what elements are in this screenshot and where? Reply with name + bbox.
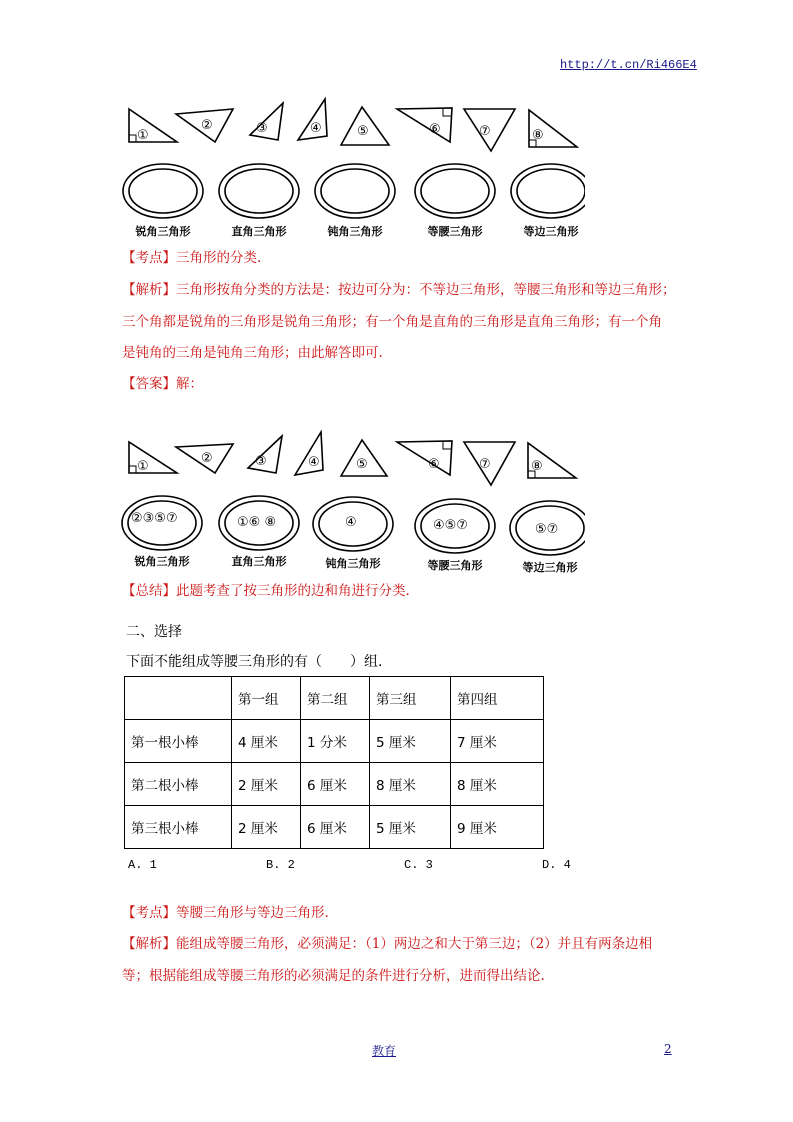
q2-jiexi-line-2: 等；根据能组成等腰三角形的必须满足的条件进行分析，进而得出结论. (122, 968, 545, 984)
triangle-number: ② (201, 451, 213, 466)
q2-kaodian-line: 【考点】等腰三角形与等边三角形. (122, 905, 329, 921)
triangle-number: ① (137, 459, 149, 474)
table-cell: 第一根小棒 (125, 720, 232, 763)
table-cell: 8 厘米 (370, 763, 451, 806)
triangle-number: ③ (256, 121, 268, 136)
table-cell: 5 厘米 (370, 720, 451, 763)
triangle-number: ⑦ (479, 124, 491, 139)
table-cell: 第三组 (370, 677, 451, 720)
answer-right: ①⑥ ⑧ (237, 515, 277, 530)
table-cell: 9 厘米 (451, 806, 544, 849)
triangle-number: ② (201, 118, 213, 133)
triangle-number: ⑥ (429, 122, 441, 137)
choice-d[interactable]: D. 4 (542, 858, 571, 872)
triangle-number: ⑤ (357, 124, 369, 139)
oval-label: 钝角三角形 (325, 557, 381, 570)
triangle-number: ⑧ (532, 128, 544, 143)
answer-isosceles: ④⑤⑦ (433, 518, 468, 533)
answer-acute: ②③⑤⑦ (131, 511, 178, 526)
triangle-number: ⑧ (531, 459, 543, 474)
kaodian-line: 【考点】三角形的分类. (122, 250, 262, 266)
choice-b[interactable]: B. 2 (266, 858, 295, 872)
table-cell: 第二根小棒 (125, 763, 232, 806)
table-cell: 2 厘米 (232, 806, 301, 849)
zongjie-line: 【总结】此题考查了按三角形的边和角进行分类. (122, 583, 410, 599)
table-cell: 6 厘米 (301, 763, 370, 806)
triangle-number: ① (137, 128, 149, 143)
oval-label: 等腰三角形 (427, 225, 483, 238)
table-cell (125, 677, 232, 720)
table-cell: 第四组 (451, 677, 544, 720)
oval-label: 等边三角形 (523, 225, 579, 238)
oval-label: 锐角三角形 (135, 225, 191, 238)
question-stem: 下面不能组成等腰三角形的有（ ）组. (126, 654, 383, 670)
oval-label: 钝角三角形 (327, 225, 383, 238)
daan-line: 【答案】解： (122, 376, 203, 392)
jiexi-line-2: 三个角都是锐角的三角形是锐角三角形；有一个角是直角的三角形是直角三角形；有一个角 (122, 314, 662, 330)
table-cell: 第三根小棒 (125, 806, 232, 849)
table-cell: 6 厘米 (301, 806, 370, 849)
triangle-number: ③ (255, 454, 267, 469)
triangle-number: ⑦ (479, 457, 491, 472)
answer-obtuse: ④ (345, 515, 357, 530)
q2-jiexi-line-1: 【解析】能组成等腰三角形，必须满足：（1）两边之和大于第三边；（2）并且有两条边相 (122, 936, 653, 952)
jiexi-line-3: 是钝角的三角是钝角三角形；由此解答即可. (122, 345, 383, 361)
triangle-number: ⑤ (356, 457, 368, 472)
table-row (125, 806, 544, 849)
table-row (125, 763, 544, 806)
jiexi-line-1: 【解析】三角形按角分类的方法是：按边可分为：不等边三角形，等腰三角形和等边三角形； (122, 282, 676, 298)
triangle-number: ④ (310, 121, 322, 136)
oval-label: 直角三角形 (231, 555, 287, 568)
section-title: 二、选择 (126, 624, 182, 640)
table-cell: 8 厘米 (451, 763, 544, 806)
table-row (125, 720, 544, 763)
table-cell: 4 厘米 (232, 720, 301, 763)
sticks-table (124, 676, 544, 849)
oval-label: 锐角三角形 (134, 555, 190, 568)
table-cell: 1 分米 (301, 720, 370, 763)
table-cell: 2 厘米 (232, 763, 301, 806)
triangle-figure-2 (115, 428, 585, 578)
choice-a[interactable]: A. 1 (128, 858, 157, 872)
triangle-number: ④ (308, 455, 320, 470)
triangle-6 (397, 108, 452, 142)
oval-label: 等边三角形 (522, 561, 578, 574)
table-cell: 7 厘米 (451, 720, 544, 763)
oval-label: 直角三角形 (231, 225, 287, 238)
triangle-figure-1 (115, 95, 585, 245)
table-cell: 5 厘米 (370, 806, 451, 849)
table-cell: 第一组 (232, 677, 301, 720)
header-url-link[interactable]: http://t.cn/Ri466E4 (560, 58, 697, 72)
footer-link[interactable]: 教育 (372, 1044, 397, 1058)
oval-label: 等腰三角形 (427, 559, 483, 572)
triangle-number: ⑥ (428, 457, 440, 472)
table-cell: 第二组 (301, 677, 370, 720)
page-number: 2 (664, 1042, 672, 1056)
choice-c[interactable]: C. 3 (404, 858, 433, 872)
table-row (125, 677, 544, 720)
answer-equilateral: ⑤⑦ (535, 522, 559, 537)
